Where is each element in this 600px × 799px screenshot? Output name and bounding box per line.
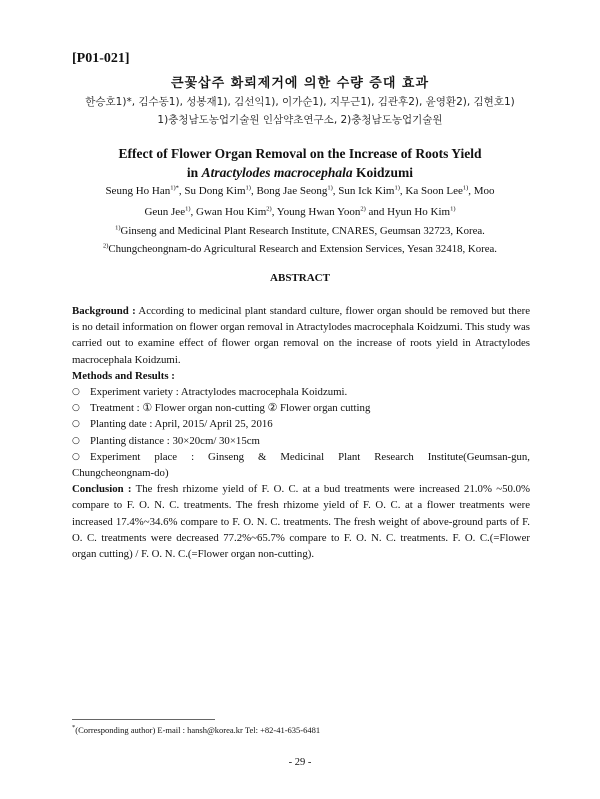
background-label: Background :: [72, 305, 136, 317]
author-sep: , Moo: [468, 185, 495, 197]
bullet-icon: ○: [72, 435, 80, 446]
english-affiliation-1: [40, 225, 560, 237]
title-species: Atractylodes macrocephala: [201, 165, 353, 180]
methods-item-text: Experiment variety : Atractylodes macrocephala Koidzumi.: [90, 386, 348, 399]
author-sup: 2): [360, 205, 366, 213]
author-sup: 1): [327, 184, 333, 192]
korean-authors: 한승호1)*, 김수동1), 성봉재1), 김선익1), 이가순1), 지무근1), 김관후2), 윤영환2), 김현호1): [85, 96, 515, 108]
author-name: Hyun Ho Kim: [387, 206, 451, 218]
korean-affiliations: 1)충청남도농업기술원 인삼약초연구소, 2)충청남도농업기술원: [157, 114, 443, 126]
methods-item-text: Experiment place : Ginseng & Medicinal Plant Research Institute(Geumsan-gun,: [90, 450, 530, 463]
affiliation-text: Chungcheongnam-do Agricultural Research and Extension Services, Yesan 32418, Korea.: [108, 243, 498, 255]
footnote-divider: [72, 719, 215, 720]
korean-title: 큰꽃삽주 화뢰제거에 의한 수량 증대 효과: [170, 76, 430, 91]
english-affiliation-2: [40, 243, 560, 255]
methods-item: [72, 384, 530, 400]
author-name: Su Dong Kim: [184, 185, 246, 197]
author-sep: ,: [399, 185, 406, 197]
author-sup: 1): [394, 184, 400, 192]
author-sep: ,: [190, 206, 196, 218]
bullet-icon: ○: [72, 403, 80, 414]
bullet-icon: ○: [72, 387, 80, 398]
background-paragraph: [72, 303, 530, 368]
conclusion-paragraph: [72, 481, 530, 562]
author-sup: 1): [462, 184, 469, 192]
author-name: Young Hwan Yoon: [276, 206, 361, 218]
methods-item-text: Planting date : April, 2015/ April 25, 2016: [90, 418, 273, 431]
methods-item: [72, 449, 530, 465]
author-sup: 1): [245, 184, 251, 192]
title-author: Koidzumi: [356, 165, 414, 180]
conclusion-label: Conclusion :: [72, 483, 132, 496]
methods-item: [72, 433, 530, 449]
author-name: Bong Jae Seong: [256, 185, 328, 197]
author-name: Sun Ick Kim: [338, 185, 395, 197]
affiliation-sup: 1): [115, 224, 121, 232]
abstract-heading: ABSTRACT: [270, 272, 330, 284]
methods-label: Methods and Results :: [72, 369, 175, 382]
page-number: - 29 -: [288, 757, 312, 768]
affiliation-sup: 2): [102, 242, 109, 250]
methods-item: [72, 416, 530, 432]
methods-item: [72, 400, 530, 416]
english-authors-line2: [80, 206, 520, 218]
author-name: Gwan Hou Kim: [196, 206, 267, 218]
author-sep: ,: [332, 185, 339, 197]
bullet-icon: ○: [72, 451, 80, 462]
poster-code: [P01-021]: [72, 51, 130, 66]
title-in: in: [186, 165, 199, 180]
author-sup: 1): [450, 205, 456, 213]
author-sup: 1): [185, 205, 191, 213]
methods-item-text: Planting distance : 30×20cm/ 30×15cm: [90, 434, 260, 447]
author-name: Ka Soon Lee: [405, 185, 463, 197]
author-sup: 2): [266, 205, 272, 213]
author-name: Geun Jee: [144, 206, 186, 218]
footnote-sup: *: [72, 724, 76, 732]
footnote-text: (Corresponding author) E-mail : hansh@korea.kr Tel: +82-41-635-6481: [75, 725, 321, 735]
author-name: Seung Ho Han: [105, 185, 171, 197]
methods-item-text: Treatment : ① Flower organ non-cutting ② Flower organ cutting: [90, 402, 371, 415]
english-authors-line1: [80, 185, 520, 197]
affiliation-text: Ginseng and Medicinal Plant Research Institute, CNARES, Geumsan 32723, Korea.: [120, 225, 485, 237]
author-sep: ,: [271, 206, 277, 218]
bullet-icon: ○: [72, 419, 80, 430]
author-sup: 1)*: [170, 184, 179, 192]
author-sep: ,: [178, 185, 185, 197]
english-title-line1: Effect of Flower Organ Removal on the Increase of Roots Yield: [118, 146, 482, 161]
author-sep: ,: [250, 185, 257, 197]
english-title-line2: [0, 165, 600, 181]
conclusion-text: The fresh rhizome yield of F. O. C. at a bud treatments were increased 21.0% ~50.0% compare to F. O. N. C. treatments. The fresh rhizome yield of F. O. C. at a flower treatments were increased 17.4%~34.6% compare to F. O. N. C. treatments. The fresh weight of above-ground parts of F. O. C. treatments were decreased 77.2%~65.7% compare to F. O. N. C. treatments. F. O. C.(=Flower organ cutting) / F. O. N. C.(=Flower organ non-cutting).: [72, 483, 530, 561]
footnote: [72, 725, 320, 735]
methods-item-continuation: Chungcheongnam-do): [72, 467, 169, 480]
abstract-body: [72, 303, 530, 562]
background-text: According to medicinal plant standard culture, flower organ should be removed but there is no detail information on flower organ removal in Atractylodes macrocephala Koidzumi. This study was carried out to examine effect of flower organ removal on the increase of roots yield in Atractylodes macrocephala Koidzumi.: [72, 305, 530, 366]
author-sep: and: [365, 206, 388, 218]
